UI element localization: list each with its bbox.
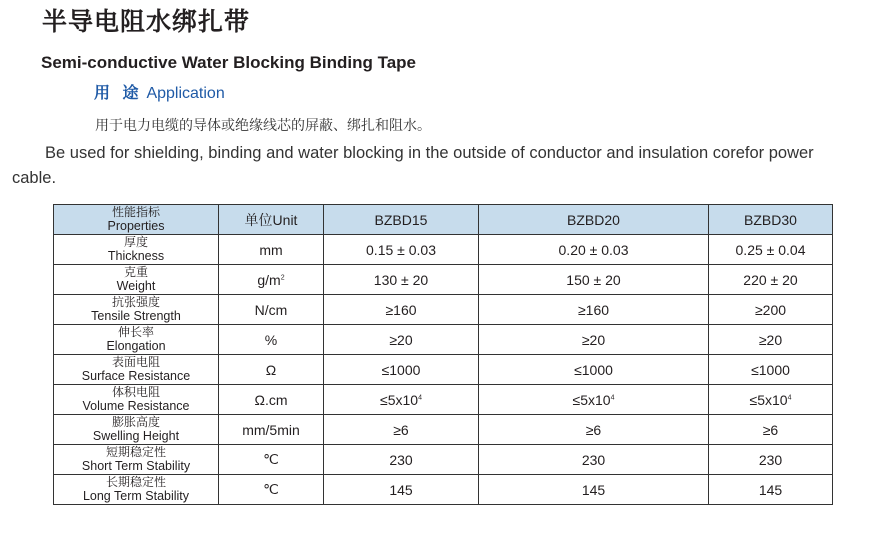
cell-value: ≤5x10 <box>380 391 419 408</box>
unit-cell <box>219 385 324 415</box>
value-cell-bzbd20 <box>479 385 709 415</box>
cell-value: ≤1000 <box>381 361 421 378</box>
property-name-en: Short Term Stability <box>81 459 191 473</box>
cell-value: 0.20 ± 0.03 <box>558 241 629 258</box>
cell-value: 230 <box>389 451 413 468</box>
table-row <box>54 265 833 295</box>
cell-value: ≥20 <box>758 331 783 348</box>
value-cell-bzbd15 <box>324 355 479 385</box>
property-name-cn: 表面电阻 <box>111 355 160 369</box>
unit-cell <box>219 295 324 325</box>
cell-value: ≥160 <box>577 301 610 318</box>
value-cell-bzbd20 <box>479 265 709 295</box>
property-name-cn: 短期稳定性 <box>105 445 166 459</box>
cell-value: 230 <box>758 451 783 468</box>
value-cell-bzbd15 <box>324 445 479 475</box>
cell-value: 0.15 ± 0.03 <box>366 241 436 258</box>
cell-value: 150 ± 20 <box>566 271 621 288</box>
cell-value: ≥160 <box>385 301 417 318</box>
value-cell-bzbd20 <box>479 355 709 385</box>
unit-cell <box>219 235 324 265</box>
property-name-cn: 克重 <box>123 265 148 279</box>
value-superscript: 4 <box>418 393 422 401</box>
table-header-row <box>54 205 833 235</box>
application-label-cn: 用 途 <box>94 85 143 102</box>
property-cell <box>54 235 219 265</box>
unit-value: mm/5min <box>242 421 300 438</box>
unit-cell <box>219 445 324 475</box>
property-cell <box>54 355 219 385</box>
application-label-en: Application <box>146 85 225 102</box>
property-name-en: Swelling Height <box>92 429 180 443</box>
value-cell-bzbd15 <box>324 475 479 505</box>
value-cell-bzbd15 <box>324 235 479 265</box>
unit-superscript: 2 <box>280 273 285 281</box>
value-cell-bzbd30 <box>709 415 833 445</box>
value-cell-bzbd20 <box>479 445 709 475</box>
cell-value: ≥20 <box>389 331 413 348</box>
property-name-cn: 膨胀高度 <box>111 415 160 429</box>
cell-value: 0.25 ± 0.04 <box>735 241 806 258</box>
property-cell <box>54 295 219 325</box>
header-bzbd15: BZBD15 <box>324 205 479 235</box>
header-bzbd20: BZBD20 <box>479 205 709 235</box>
value-cell-bzbd15 <box>324 385 479 415</box>
property-name-en: Surface Resistance <box>81 369 191 383</box>
value-cell-bzbd30 <box>709 475 833 505</box>
unit-value: Ω <box>265 361 277 378</box>
cell-value: 130 ± 20 <box>373 271 429 288</box>
table-row <box>54 385 833 415</box>
unit-value: Ω.cm <box>254 391 288 408</box>
value-cell-bzbd20 <box>479 295 709 325</box>
cell-value: ≥6 <box>393 421 409 438</box>
value-cell-bzbd15 <box>324 295 479 325</box>
property-cell <box>54 415 219 445</box>
cell-value: ≤5x10 <box>749 391 788 408</box>
unit-cell <box>219 325 324 355</box>
property-name-en: Volume Resistance <box>82 399 190 413</box>
value-cell-bzbd20 <box>479 235 709 265</box>
property-name-en: Elongation <box>106 339 166 353</box>
table-row <box>54 475 833 505</box>
table-row <box>54 355 833 385</box>
property-name-cn: 抗张强度 <box>111 295 160 309</box>
property-cell <box>54 475 219 505</box>
property-name-cn: 体积电阻 <box>111 385 160 399</box>
description-en: Be used for shielding, binding and water blocking in the outside of conductor and insulation corefor power cable. <box>12 144 814 187</box>
property-cell <box>54 385 219 415</box>
unit-cell <box>219 475 324 505</box>
properties-table <box>53 204 833 505</box>
unit-value: N/cm <box>254 301 288 318</box>
unit-value: ℃ <box>263 451 279 467</box>
unit-value: g/m <box>257 271 281 288</box>
unit-value: ℃ <box>263 481 279 497</box>
property-name-cn: 伸长率 <box>117 325 154 339</box>
value-cell-bzbd30 <box>709 445 833 475</box>
property-name-en: Tensile Strength <box>91 309 181 323</box>
property-name-en: Thickness <box>107 249 165 263</box>
table-row <box>54 295 833 325</box>
header-unit: 单位Unit <box>219 205 324 235</box>
property-name-cn: 厚度 <box>123 235 148 249</box>
value-cell-bzbd30 <box>709 295 833 325</box>
value-superscript: 4 <box>610 393 615 401</box>
value-superscript: 4 <box>787 393 792 401</box>
cell-value: 145 <box>758 481 783 498</box>
cell-value: ≤1000 <box>574 361 613 378</box>
unit-cell <box>219 415 324 445</box>
value-cell-bzbd20 <box>479 475 709 505</box>
unit-cell <box>219 265 324 295</box>
cell-value: ≥200 <box>754 301 787 318</box>
unit-cell <box>219 355 324 385</box>
value-cell-bzbd30 <box>709 355 833 385</box>
page-title-en: Semi-conductive Water Blocking Binding Tape <box>41 53 416 72</box>
value-cell-bzbd15 <box>324 265 479 295</box>
cell-value: 145 <box>581 481 606 498</box>
value-cell-bzbd15 <box>324 325 479 355</box>
value-cell-bzbd15 <box>324 415 479 445</box>
table-row <box>54 325 833 355</box>
cell-value: ≥6 <box>585 421 602 438</box>
cell-value: ≤1000 <box>751 361 790 378</box>
header-properties-cn: 性能指标 <box>111 205 160 219</box>
property-name-en: Long Term Stability <box>82 489 190 503</box>
value-cell-bzbd30 <box>709 385 833 415</box>
cell-value: ≥6 <box>762 421 779 438</box>
table-row <box>54 445 833 475</box>
value-cell-bzbd20 <box>479 325 709 355</box>
header-bzbd30: BZBD30 <box>709 205 833 235</box>
table-row <box>54 415 833 445</box>
description-cn: 用于电力电缆的导体或绝缘线芯的屏蔽、绑扎和阻水。 <box>95 118 431 134</box>
cell-value: 230 <box>581 451 606 468</box>
application-heading <box>94 83 225 105</box>
unit-value: % <box>264 331 278 348</box>
property-name-en: Weight <box>116 279 156 293</box>
property-cell <box>54 445 219 475</box>
cell-value: 145 <box>389 481 413 498</box>
value-cell-bzbd30 <box>709 235 833 265</box>
header-properties-en: Properties <box>107 219 165 233</box>
unit-value: mm <box>259 241 283 258</box>
cell-value: 220 ± 20 <box>743 271 798 288</box>
table-row <box>54 235 833 265</box>
header-properties <box>54 205 219 235</box>
property-cell <box>54 325 219 355</box>
property-cell <box>54 265 219 295</box>
cell-value: ≤5x10 <box>572 391 611 408</box>
cell-value: ≥20 <box>581 331 606 348</box>
page-title-cn: 半导电阻水绑扎带 <box>42 7 251 36</box>
value-cell-bzbd30 <box>709 325 833 355</box>
value-cell-bzbd30 <box>709 265 833 295</box>
value-cell-bzbd20 <box>479 415 709 445</box>
property-name-cn: 长期稳定性 <box>105 475 166 489</box>
